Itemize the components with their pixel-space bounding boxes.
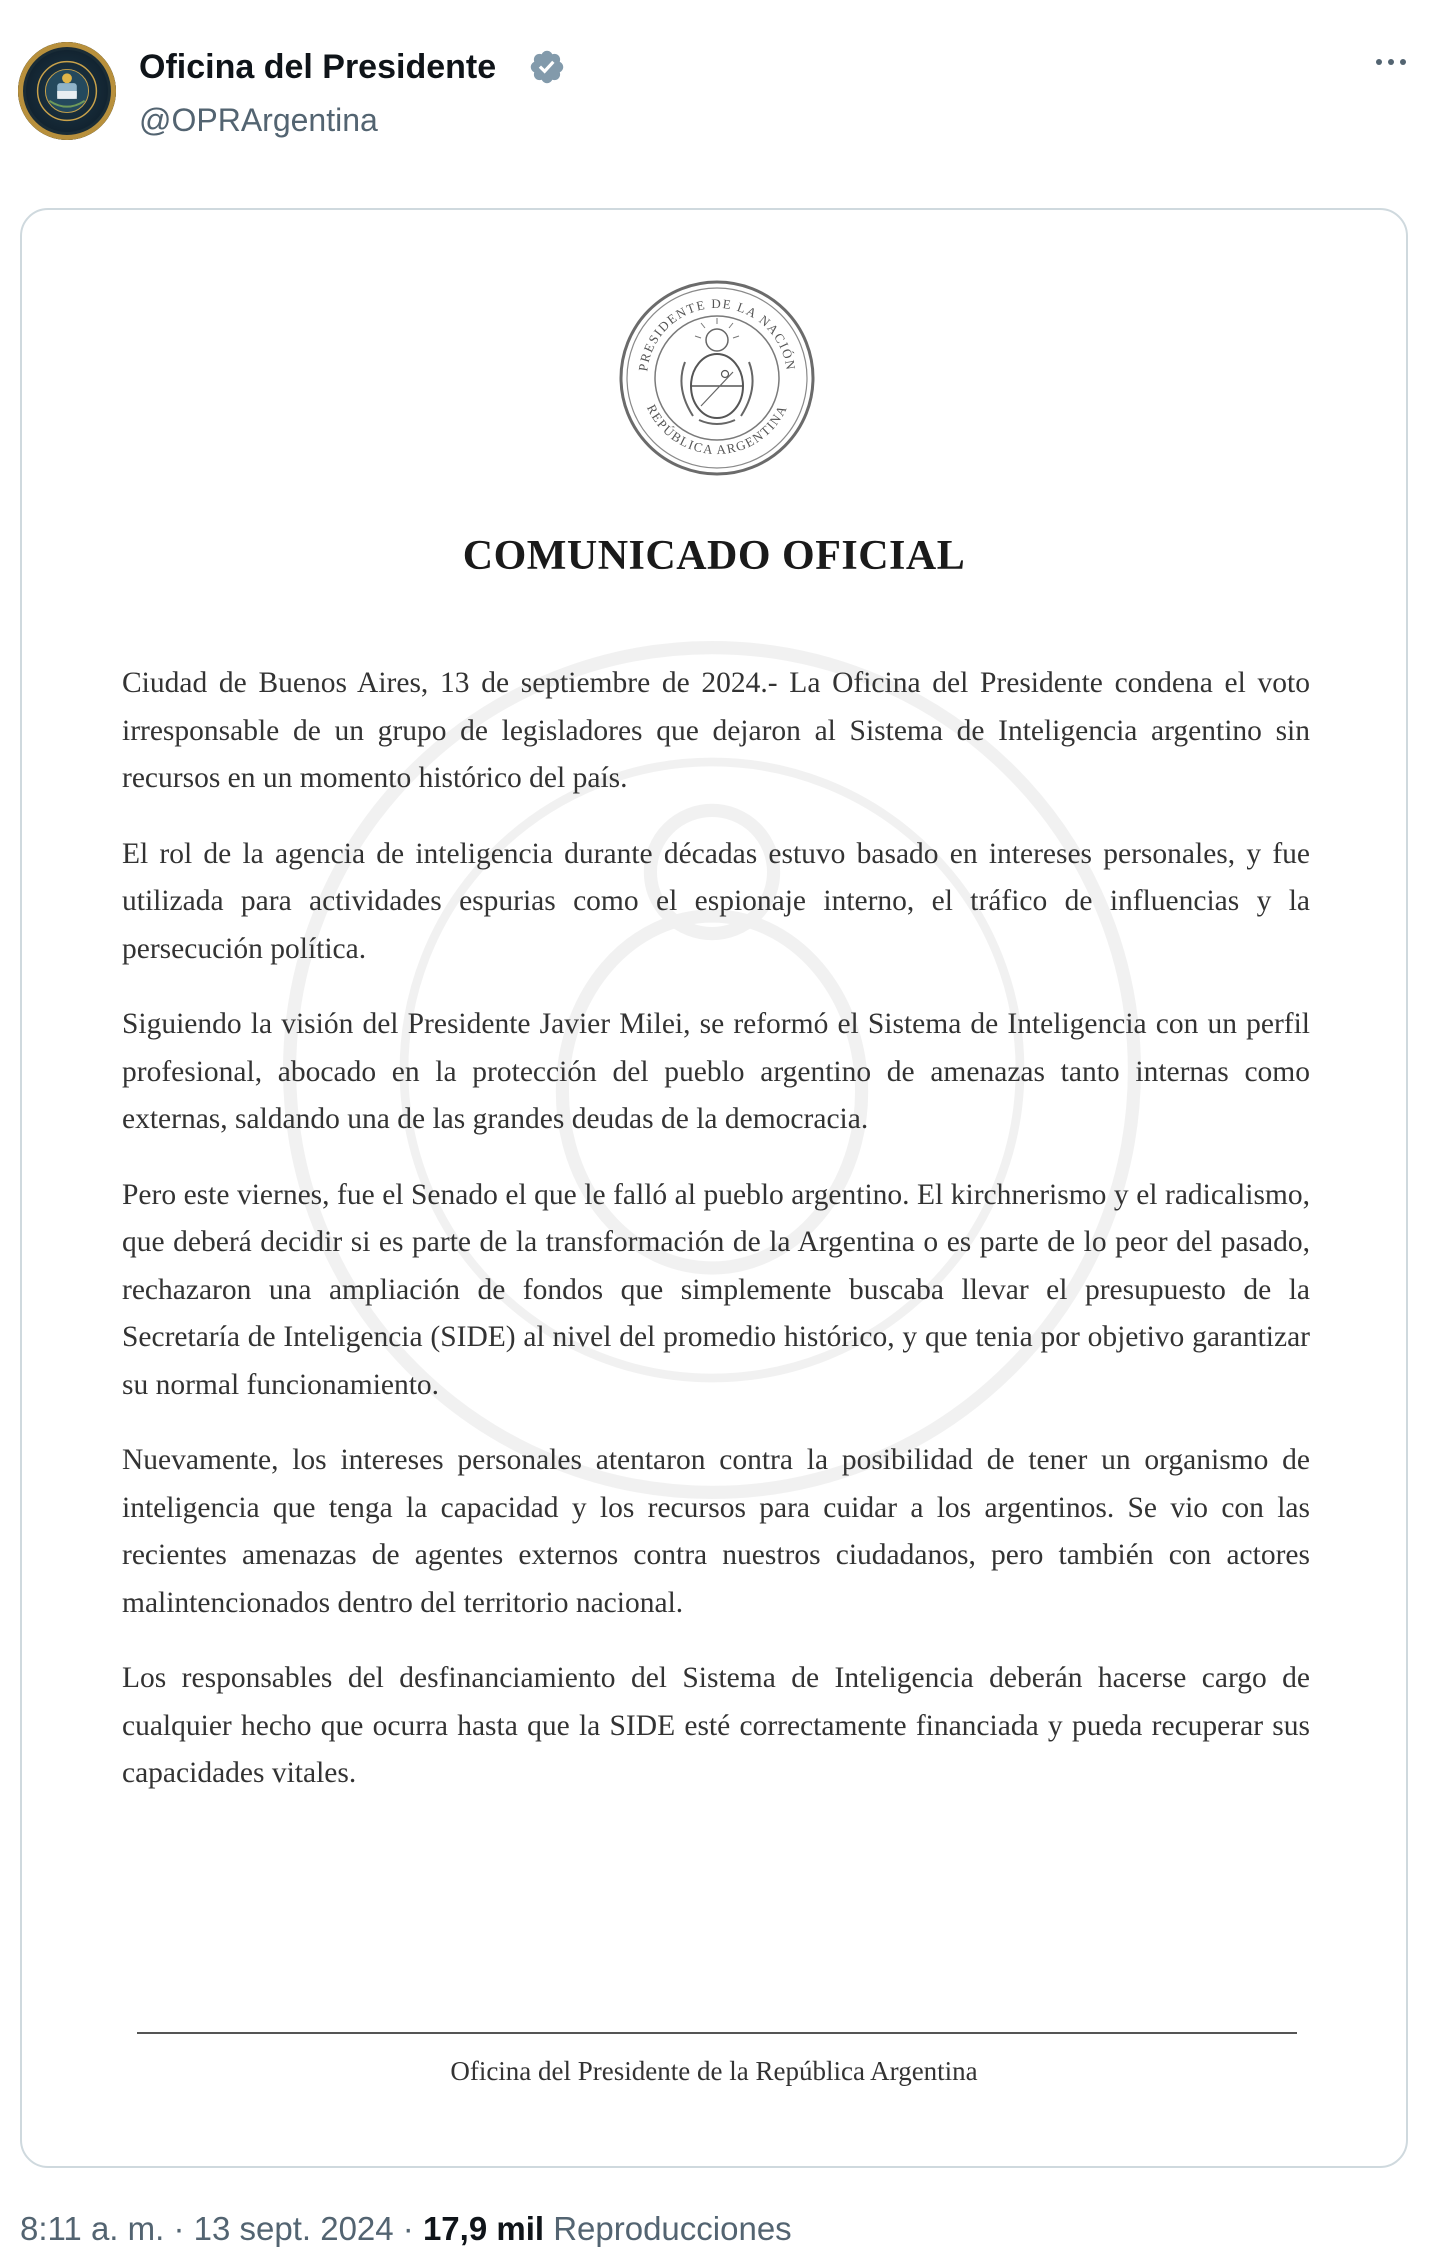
media-card[interactable] bbox=[20, 208, 1408, 2168]
document-paragraph: Ciudad de Buenos Aires, 13 de septiembre de 2024.- La Oficina del Presidente condena el voto irresponsable de un grupo de legisladores que dejaron al Sistema de Inteligencia argentino sin recursos en un momento histórico del país. bbox=[122, 667, 1310, 794]
document-body bbox=[122, 660, 1310, 1826]
tweet-time: 8:11 a. m. bbox=[20, 2210, 165, 2247]
views-count: 17,9 mil bbox=[422, 2210, 545, 2247]
footer-divider bbox=[137, 2032, 1297, 2034]
more-horizontal-icon bbox=[1388, 59, 1394, 65]
presidential-seal-icon bbox=[617, 278, 817, 478]
handle[interactable]: @OPRArgentina bbox=[139, 102, 378, 138]
meta-separator: · bbox=[164, 2210, 194, 2247]
document-paragraph: Nuevamente, los intereses personales atentaron contra la posibilidad de tener un organismo de inteligencia que tenga la capacidad y los recursos para cuidar a los argentinos. Se vio con las recientes amenazas de agentes externos contra nuestros ciudadanos, pero también con actores malintencionados dentro del territorio nacional. bbox=[122, 1444, 1310, 1619]
seal-top-text: PRESIDENTE DE LA NACIÓN bbox=[635, 295, 799, 373]
tweet-meta bbox=[20, 2210, 792, 2248]
more-horizontal-icon bbox=[1400, 59, 1406, 65]
seal-bottom-text: REPÚBLICA ARGENTINA bbox=[643, 401, 791, 458]
avatar[interactable] bbox=[18, 42, 116, 140]
document-paragraph: Los responsables del desfinanciamiento del Sistema de Inteligencia deberán hacerse cargo de cualquier hecho que ocurra hasta que la SIDE esté correctamente financiada y pueda recuperar sus capacidades vitales. bbox=[122, 1662, 1310, 1789]
meta-separator: · bbox=[393, 2210, 423, 2247]
more-options-button[interactable] bbox=[1363, 42, 1419, 82]
tweet-time-link[interactable] bbox=[20, 2210, 394, 2247]
more-horizontal-icon bbox=[1376, 59, 1382, 65]
document-paragraph: Siguiendo la visión del Presidente Javier Milei, se reformó el Sistema de Inteligencia con un perfil profesional, abocado en la protección del pueblo argentino de amenazas tanto internas como externas, saldando una de las grandes deudas de la democracia. bbox=[122, 1008, 1310, 1135]
presidential-seal-avatar-icon bbox=[18, 42, 116, 140]
verified-badge-icon[interactable] bbox=[528, 48, 566, 86]
display-name[interactable]: Oficina del Presidente bbox=[139, 48, 497, 86]
document-paragraph: El rol de la agencia de inteligencia durante décadas estuvo basado en intereses personales, y fue utilizada para actividades espurias como el espionaje interno, el tráfico de influencias y la persecución política. bbox=[122, 837, 1310, 965]
document-footer: Oficina del Presidente de la República Argentina bbox=[450, 2056, 978, 2086]
tweet-date: 13 sept. 2024 bbox=[193, 2210, 394, 2247]
views-label: Reproducciones bbox=[553, 2210, 792, 2247]
document-paragraph: Pero este viernes, fue el Senado el que le falló al pueblo argentino. El kirchnerismo y el radicalismo, que deberá decidir si es parte de la transformación de la Argentina o es parte de lo peor del pasado, rechazaron una ampliación de fondos que simplemente buscaba llevar el presupuesto de la Secretaría de Inteligencia (SIDE) al nivel del promedio histórico, y que tenia por objetivo garantizar su normal funcionamiento. bbox=[122, 1178, 1310, 1401]
document-title: COMUNICADO OFICIAL bbox=[462, 533, 966, 579]
